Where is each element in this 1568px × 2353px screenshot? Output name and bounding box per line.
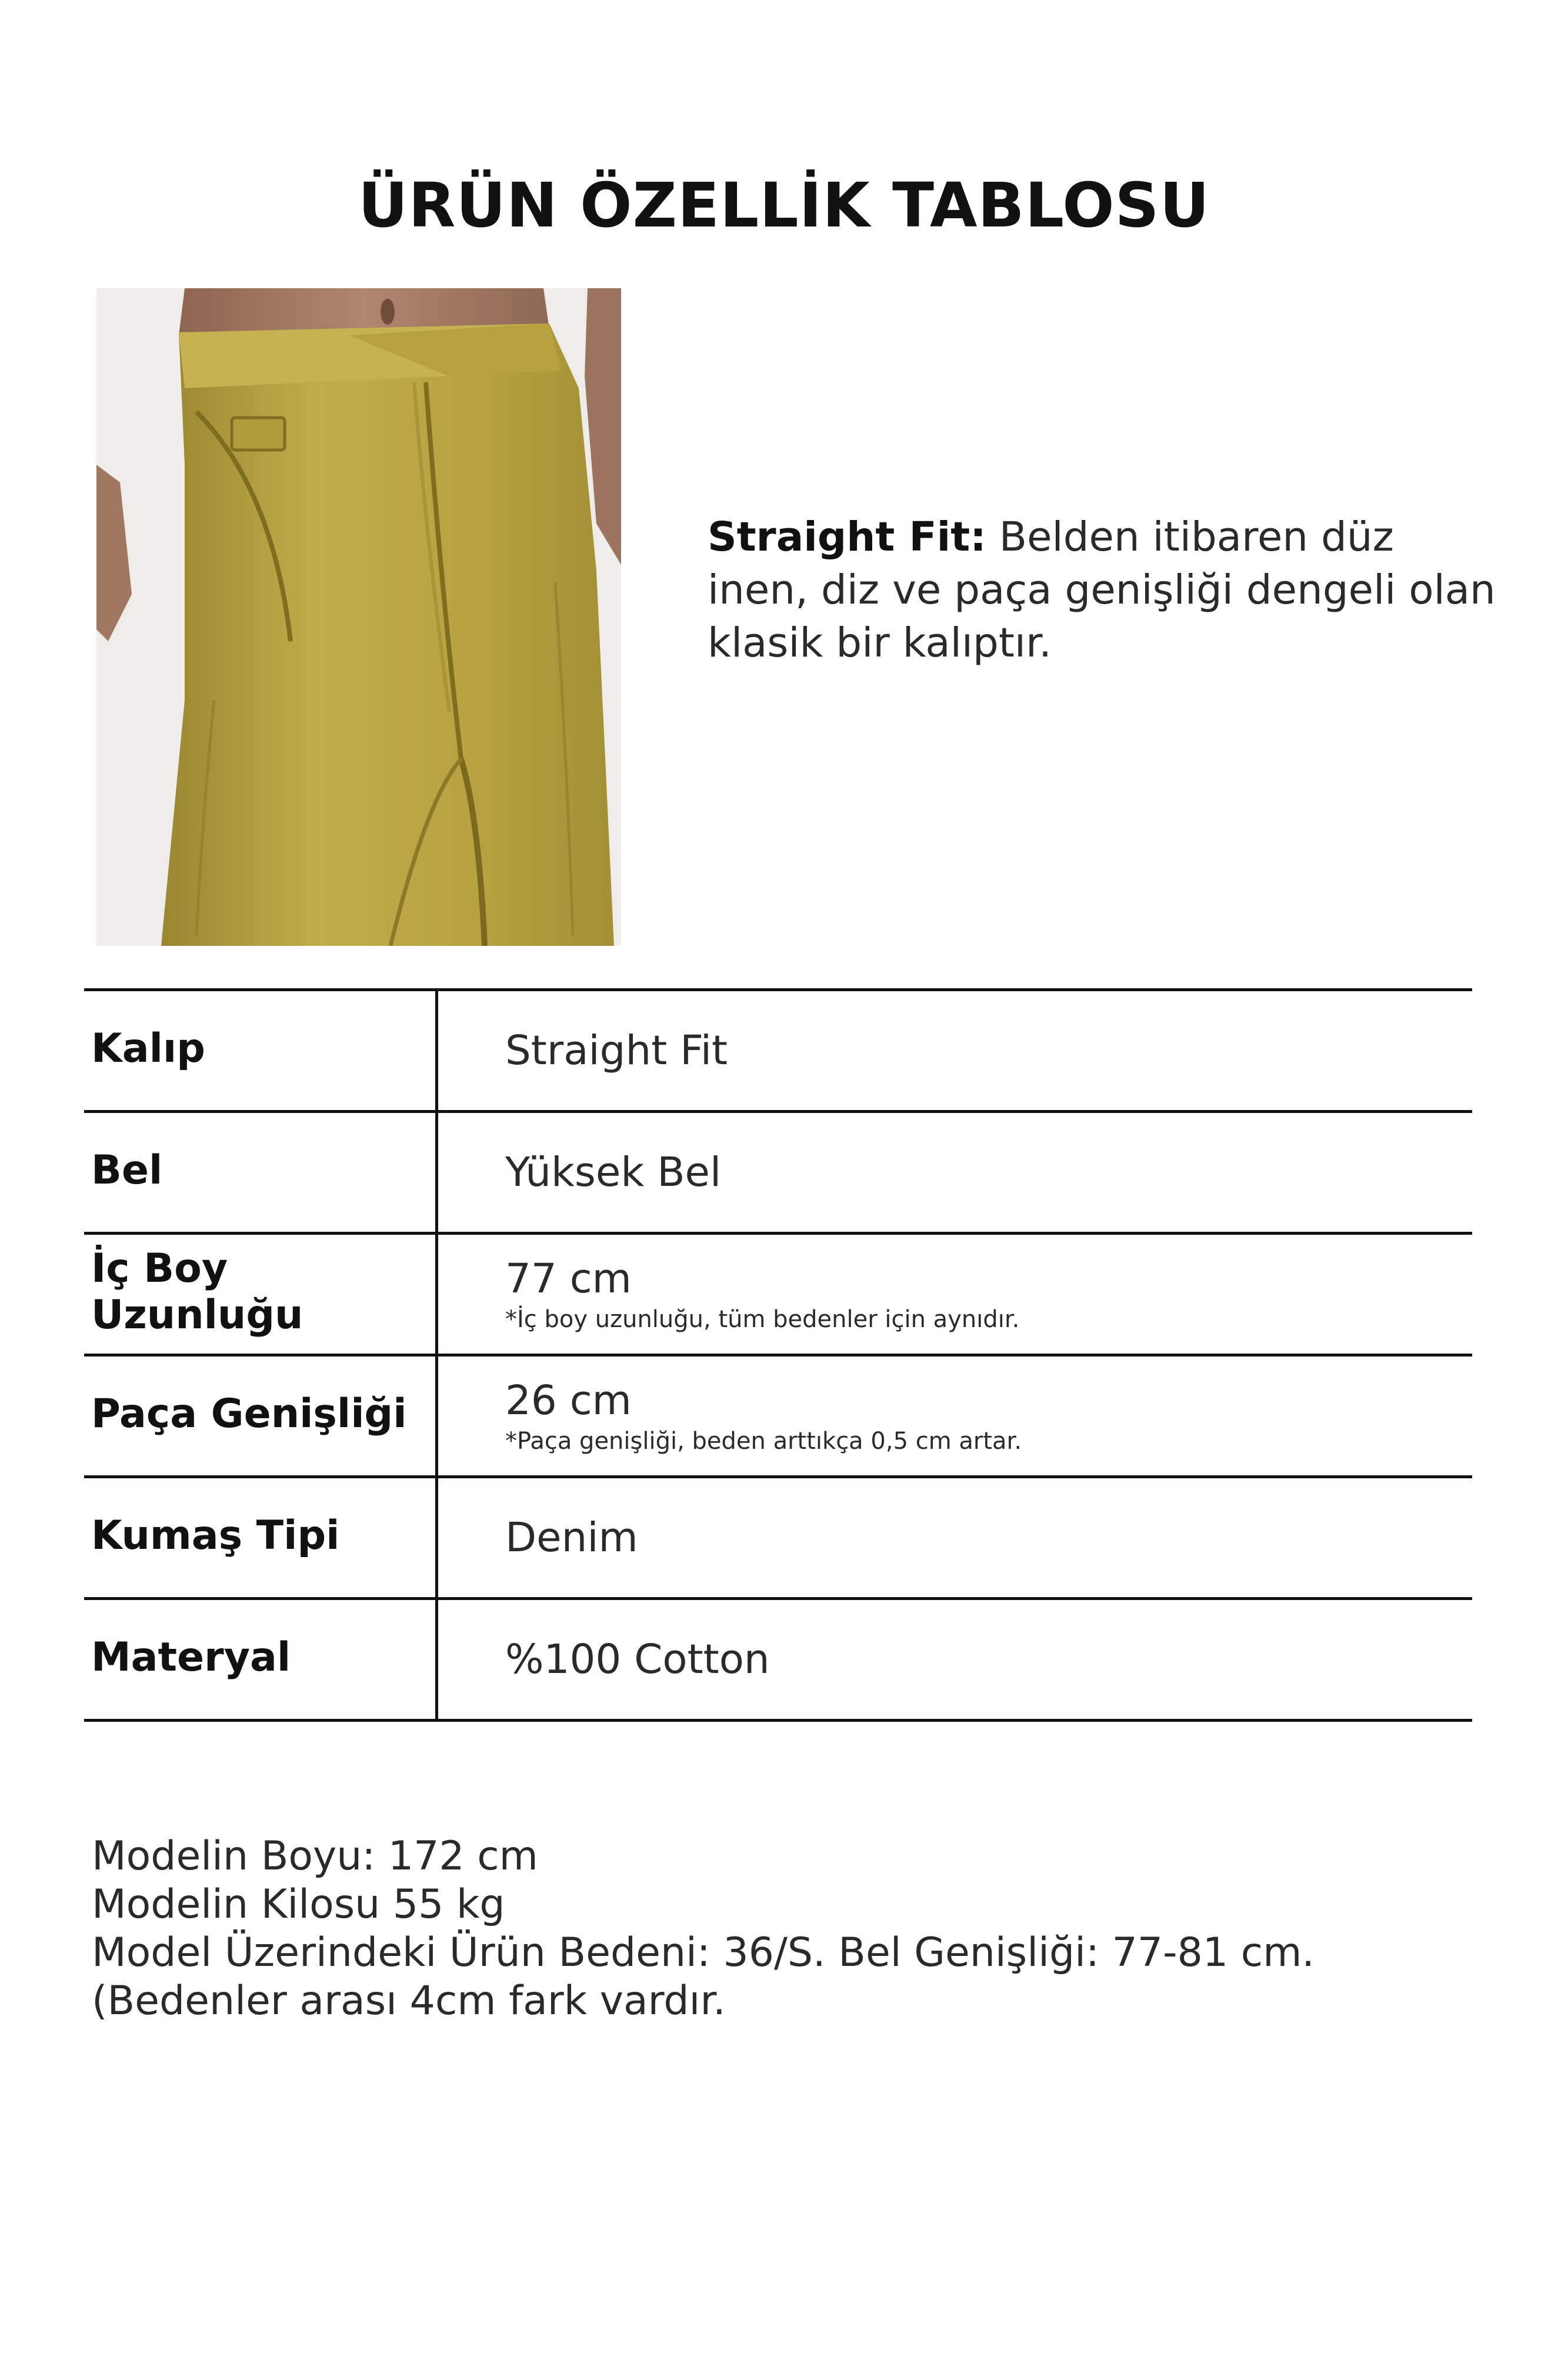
table-row <box>84 991 1472 1113</box>
spec-label: Bel <box>91 1146 163 1194</box>
spec-note: *İç boy uzunluğu, tüm bedenler için aynıdır. <box>505 1306 1020 1333</box>
table-row <box>84 1357 1472 1478</box>
spec-label: İç Boy Uzunluğu <box>91 1245 303 1338</box>
spec-label: Paça Genişliği <box>91 1390 407 1437</box>
spec-value-cell <box>505 1357 1022 1475</box>
model-info <box>92 1832 1503 2025</box>
column-divider <box>435 1235 438 1354</box>
fit-description-text: Belden itibaren düz inen, diz ve paça genişliği dengeli olan klasik bir kalıptır. <box>708 514 1496 666</box>
table-row <box>84 1113 1472 1235</box>
spec-value: Denim <box>505 1514 638 1561</box>
table-row <box>84 1478 1472 1600</box>
spec-table <box>84 988 1472 1722</box>
column-divider <box>435 991 438 1110</box>
table-row <box>84 1235 1472 1357</box>
spec-value: Straight Fit <box>505 1027 728 1074</box>
column-divider <box>435 1600 438 1719</box>
spec-value-cell <box>505 1600 770 1719</box>
column-divider <box>435 1357 438 1475</box>
spec-label: Materyal <box>91 1634 291 1681</box>
spec-value-cell <box>505 1478 638 1597</box>
spec-value-cell <box>505 1113 721 1232</box>
spec-value: 26 cm <box>505 1377 632 1424</box>
model-height: Modelin Boyu: 172 cm <box>92 1833 538 1879</box>
column-divider <box>435 1478 438 1597</box>
spec-value-cell <box>505 1235 1019 1354</box>
product-photo <box>96 288 621 946</box>
spec-note: *Paça genişliği, beden arttıkça 0,5 cm artar. <box>505 1428 1022 1455</box>
spec-value: Yüksek Bel <box>505 1149 722 1196</box>
model-size-info: Model Üzerindeki Ürün Bedeni: 36/S. Bel Genişliği: 77-81 cm. (Bedenler arası 4cm fark vardır. <box>92 1929 1315 2024</box>
jeans-illustration <box>96 288 621 946</box>
page-title: ÜRÜN ÖZELLİK TABLOSU <box>358 169 1210 241</box>
spec-value: 77 cm <box>505 1255 632 1302</box>
model-weight: Modelin Kilosu 55 kg <box>92 1881 505 1928</box>
column-divider <box>435 1113 438 1232</box>
table-row <box>84 1600 1472 1722</box>
fit-name: Straight Fit: <box>708 514 986 561</box>
spec-label: Kalıp <box>91 1025 205 1072</box>
spec-value-cell <box>505 991 728 1110</box>
spec-value: %100 Cotton <box>505 1636 770 1683</box>
fit-description <box>708 511 1496 669</box>
spec-label: Kumaş Tipi <box>91 1512 340 1559</box>
